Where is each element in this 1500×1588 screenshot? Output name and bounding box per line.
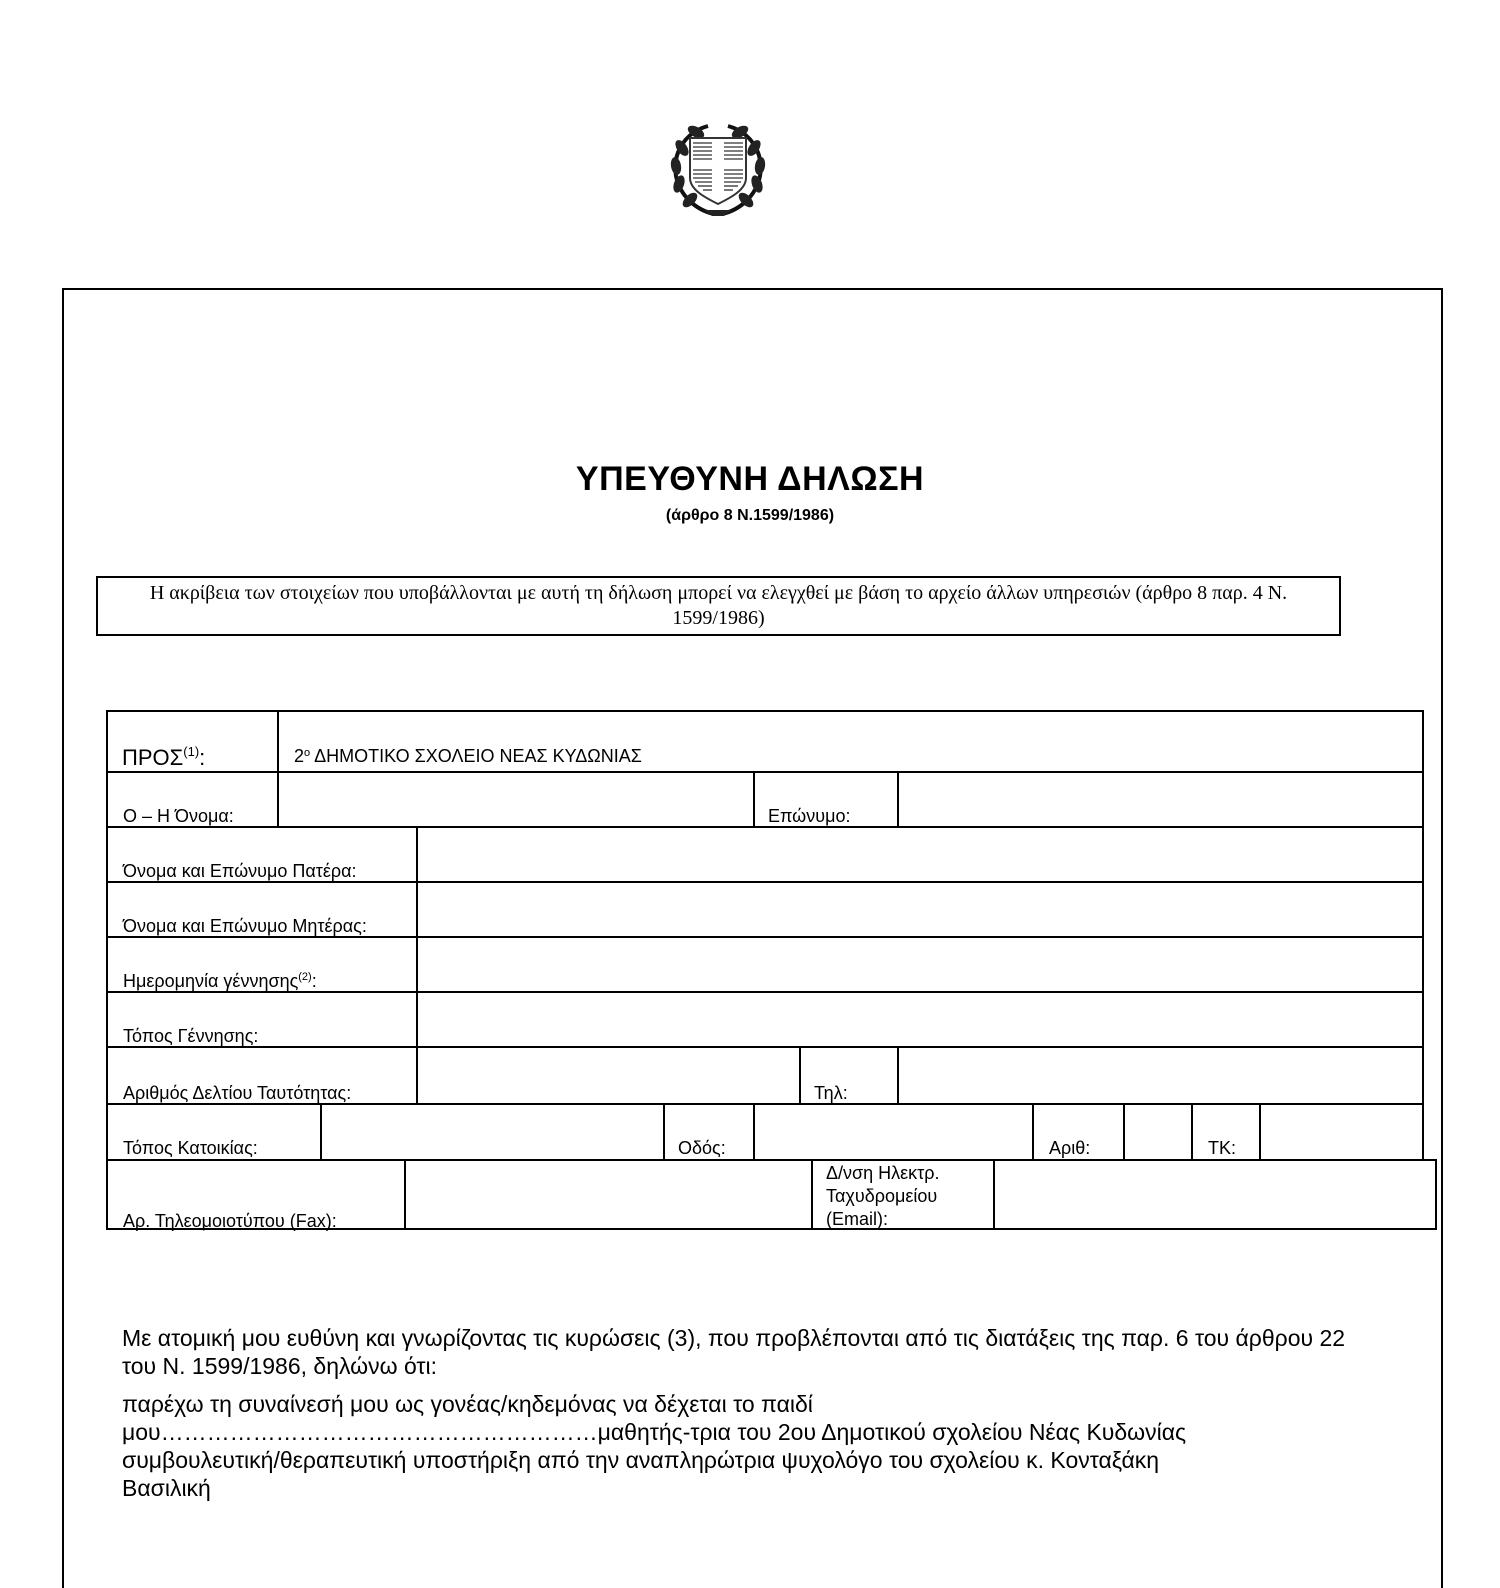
declaration-body <box>122 1390 1362 1502</box>
first-name-label-cell <box>106 771 279 828</box>
fax-field[interactable] <box>404 1159 813 1230</box>
postal-code-label-cell <box>1191 1103 1261 1161</box>
street-label: Οδός: <box>678 1138 726 1158</box>
declaration-intro: Με ατομική μου ευθύνη και γνωρίζοντας τις κυρώσεις (3), που προβλέπονται από τις διατάξεις της παρ. 6 του άρθρου 22 του Ν. 1599/1986, δηλώνω ότι: <box>122 1325 1346 1379</box>
postal-code-field[interactable] <box>1259 1103 1424 1161</box>
page-title: ΥΠΕΥΘΥΝΗ ΔΗΛΩΣΗ <box>575 460 925 498</box>
pros-value-cell[interactable] <box>277 710 1424 773</box>
id-number-label-cell <box>106 1046 418 1105</box>
email-label: Δ/νση Ηλεκτρ. Ταχυδρομείου (Email): <box>826 1163 940 1229</box>
pros-label: ΠΡΟΣ$^{(1)}$: <box>122 744 206 770</box>
accuracy-notice: Η ακρίβεια των στοιχείων που υποβάλλονται με αυτή τη δήλωση μπορεί να ελεγχθεί με βάση το αρχείο άλλων υπηρεσιών (άρθρο 8 παρ. 4 Ν. 1599/1986) <box>96 576 1341 636</box>
street-field[interactable] <box>753 1103 1034 1161</box>
phone-field[interactable] <box>897 1046 1424 1105</box>
street-number-label: Αριθ: <box>1049 1138 1091 1158</box>
father-name-field[interactable] <box>416 826 1424 883</box>
street-number-label-cell <box>1032 1103 1125 1161</box>
fax-label-cell <box>106 1159 406 1230</box>
email-field[interactable] <box>993 1159 1437 1230</box>
residence-label: Τόπος Κατοικίας: <box>123 1138 258 1158</box>
mother-name-label-cell <box>106 881 418 938</box>
birth-date-label: Ημερομηνία γέννησης$^{(2)}$: <box>123 971 317 991</box>
phone-label-cell <box>799 1046 899 1105</box>
pros-label-cell <box>106 710 279 773</box>
birth-place-field[interactable] <box>416 991 1424 1048</box>
last-name-label-cell <box>753 771 899 828</box>
father-name-label: Όνομα και Επώνυμο Πατέρα: <box>123 861 357 881</box>
pros-value: $2^o$ ΔΗΜΟΤΙΚΟ ΣΧΟΛΕΙΟ ΝΕΑΣ ΚΥΔΩΝΙΑΣ <box>294 746 642 766</box>
residence-field[interactable] <box>320 1103 665 1161</box>
id-number-label: Αριθμός Δελτίου Ταυτότητας: <box>123 1083 352 1103</box>
phone-label: Τηλ: <box>814 1083 848 1103</box>
father-name-label-cell <box>106 826 418 883</box>
birth-place-label: Τόπος Γέννησης: <box>123 1026 259 1046</box>
declaration-line-3: συμβουλευτική/θεραπευτική υποστήριξη από την αναπληρώτρια ψυχολόγο του σχολείου κ. Κονταξάκη <box>122 1447 1160 1473</box>
id-number-field[interactable] <box>416 1046 801 1105</box>
street-number-field[interactable] <box>1123 1103 1193 1161</box>
postal-code-label: ΤΚ: <box>1208 1138 1237 1158</box>
fax-label: Αρ. Τηλεομοιοτύπου (Fax): <box>123 1211 337 1231</box>
email-label-cell <box>811 1159 995 1230</box>
declaration-line-4: Βασιλική <box>122 1475 211 1501</box>
declaration-line-1: παρέχω τη συναίνεσή μου ως γονέας/κηδεμόνας να δέχεται το παιδί <box>122 1391 813 1417</box>
first-name-label: Ο – Η Όνομα: <box>123 806 234 826</box>
declaration-line-2: μου…………………………………………………μαθητής-τρια του 2ου Δημοτικού σχολείου Νέας Κυδωνίας <box>122 1419 1187 1445</box>
last-name-label: Επώνυμο: <box>768 806 851 826</box>
street-label-cell <box>663 1103 755 1161</box>
mother-name-label: Όνομα και Επώνυμο Μητέρας: <box>123 916 367 936</box>
last-name-field[interactable] <box>897 771 1424 828</box>
first-name-field[interactable] <box>277 771 755 828</box>
birth-place-label-cell <box>106 991 418 1048</box>
greek-coat-of-arms-icon <box>668 118 768 218</box>
mother-name-field[interactable] <box>416 881 1424 938</box>
birth-date-label-cell <box>106 936 418 993</box>
residence-label-cell <box>106 1103 322 1161</box>
page-subtitle: (άρθρο 8 Ν.1599/1986) <box>665 507 835 524</box>
birth-date-field[interactable] <box>416 936 1424 993</box>
